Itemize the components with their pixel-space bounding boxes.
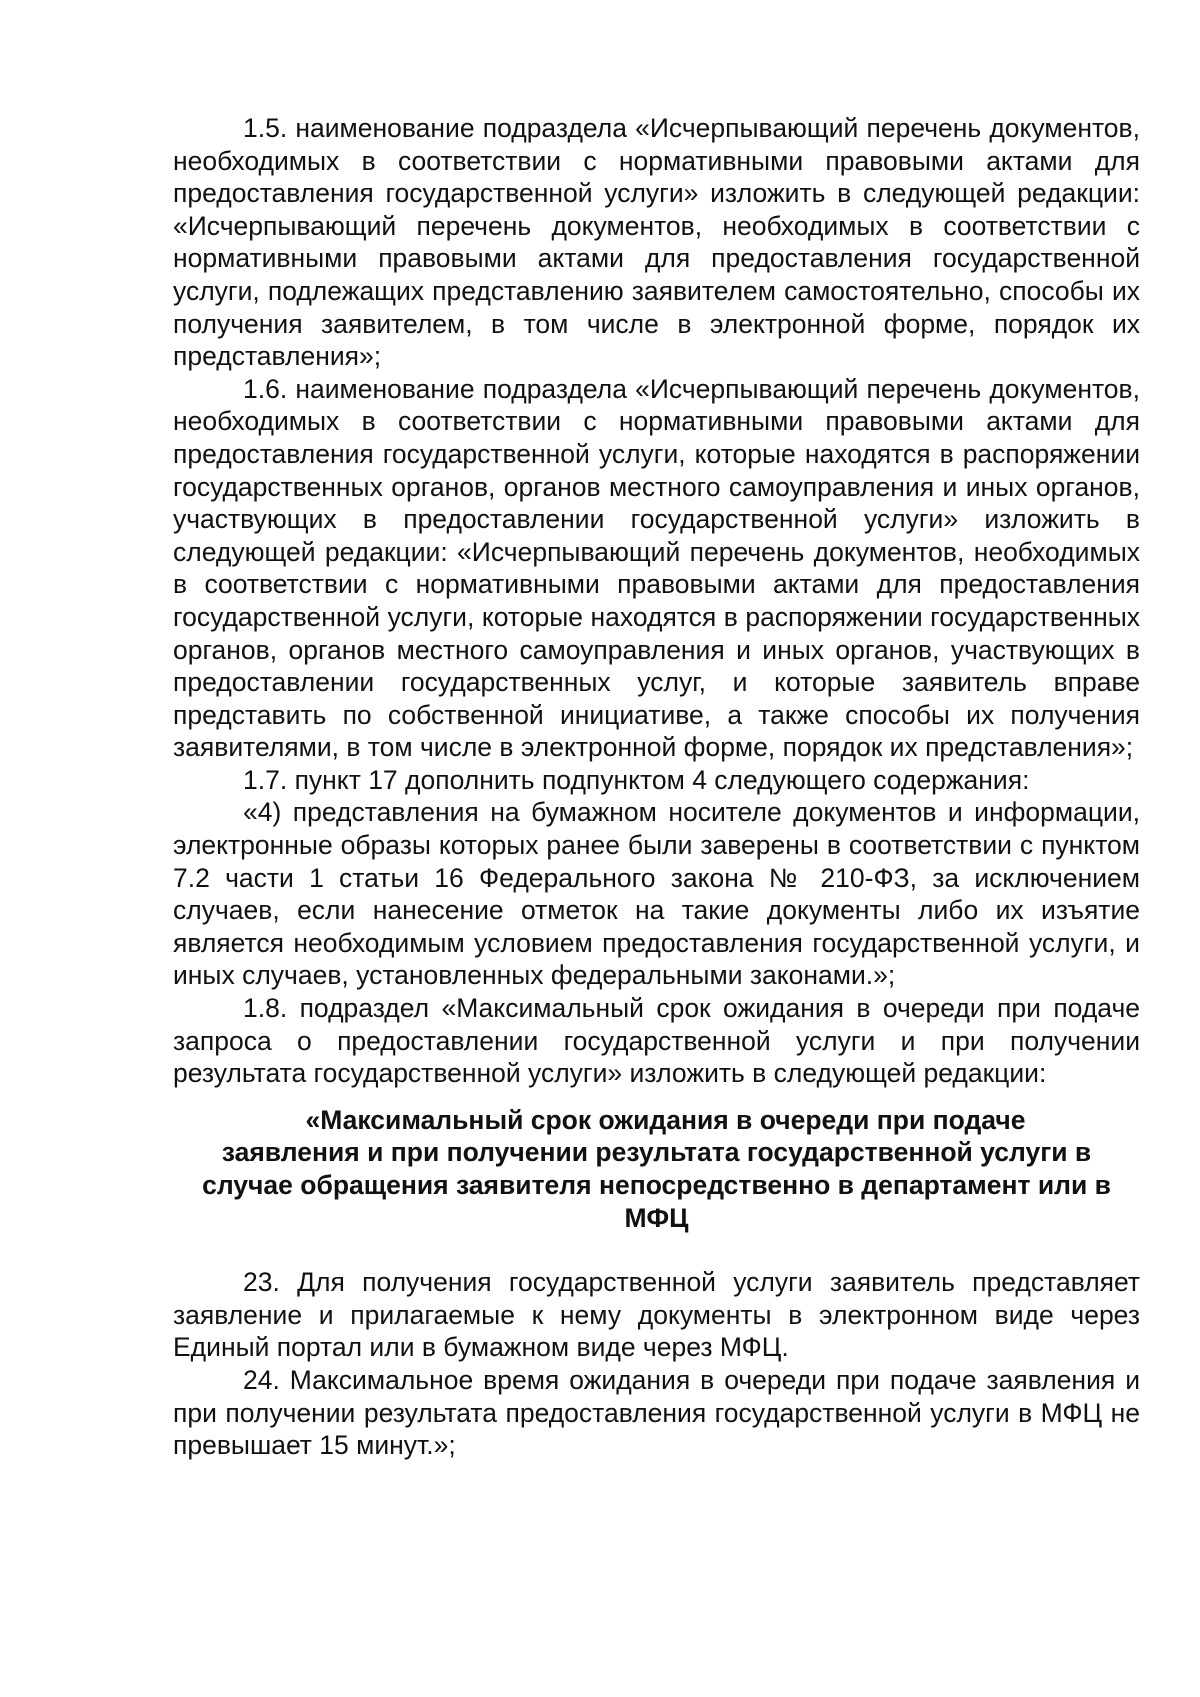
paragraph-1-7: 1.7. пункт 17 дополнить подпунктом 4 следующего содержания:	[243, 764, 1030, 795]
section-heading-line: заявления и при получении результата государственной услуги в	[221, 1137, 1092, 1168]
paragraph-24: 24. Максимальное время ожидания в очереди при подаче заявления и при получении результата предоставления государственной услуги в МФЦ не превышает 15 минут.»;	[173, 1364, 1140, 1461]
paragraph-1-8: 1.8. подраздел «Максимальный срок ожидания в очереди при подаче запроса о предоставлении государственной услуги и при получении результата государственной услуги» изложить в следующей редакции:	[173, 993, 1140, 1089]
blank-line	[173, 1234, 1140, 1266]
paragraph-23: 23. Для получения государственной услуги заявитель представляет заявление и прилагаемые к нему документы в электронном виде через Единый портал или в бумажном виде через МФЦ.	[173, 1267, 1140, 1363]
paragraph-1-6: 1.6. наименование подраздела «Исчерпывающий перечень документов, необходимых в соответствии с нормативными правовыми актами для предоставления государственной услуги, которые находятся в распоряжении государственных органов, органов местного самоуправления и иных органов, участвующих в предоставлении государственной услуги» изложить в следующей редакции: «Исчерпывающий перечень документов, необходимых в соответствии с нормативными правовыми актами для предоставления государственной услуги, которые находятся в распоряжении государственных органов, органов местного самоуправления и иных органов, участвующих в предоставлении государственных услуг, и которые заявитель вправе представить по собственной инициативе, а также способы их получения заявителями, в том числе в электронной форме, порядок их представления»;	[173, 373, 1140, 763]
section-heading-line: МФЦ	[624, 1202, 689, 1233]
paragraph-1-5: 1.5. наименование подраздела «Исчерпывающий перечень документов, необходимых в соответствии с нормативными правовыми актами для предоставления государственной услуги» изложить в следующей редакции: «Исчерпывающий перечень документов, необходимых в соответствии с нормативными правовыми актами для предоставления государственной услуги, подлежащих представлению заявителем самостоятельно, способы их получения заявителем, в том числе в электронной форме, порядок их представления»;	[173, 113, 1140, 372]
paragraph-subpoint-4: «4) представления на бумажном носителе документов и информации, электронные образы которых ранее были заверены в соответствии с пунктом 7.2 части 1 статьи 16 Федерального закона № 210-ФЗ, за исключением случаев, если нанесение отметок на такие документы либо их изъятие является необходимым условием предоставления государственной услуги, и иных случаев, установленных федеральными законами.»;	[173, 797, 1140, 991]
section-heading	[173, 1104, 1140, 1234]
section-heading-line: случае обращения заявителя непосредственно в департамент или в	[202, 1170, 1111, 1200]
section-heading-line: «Максимальный срок ожидания в очереди при подаче	[305, 1104, 1026, 1135]
